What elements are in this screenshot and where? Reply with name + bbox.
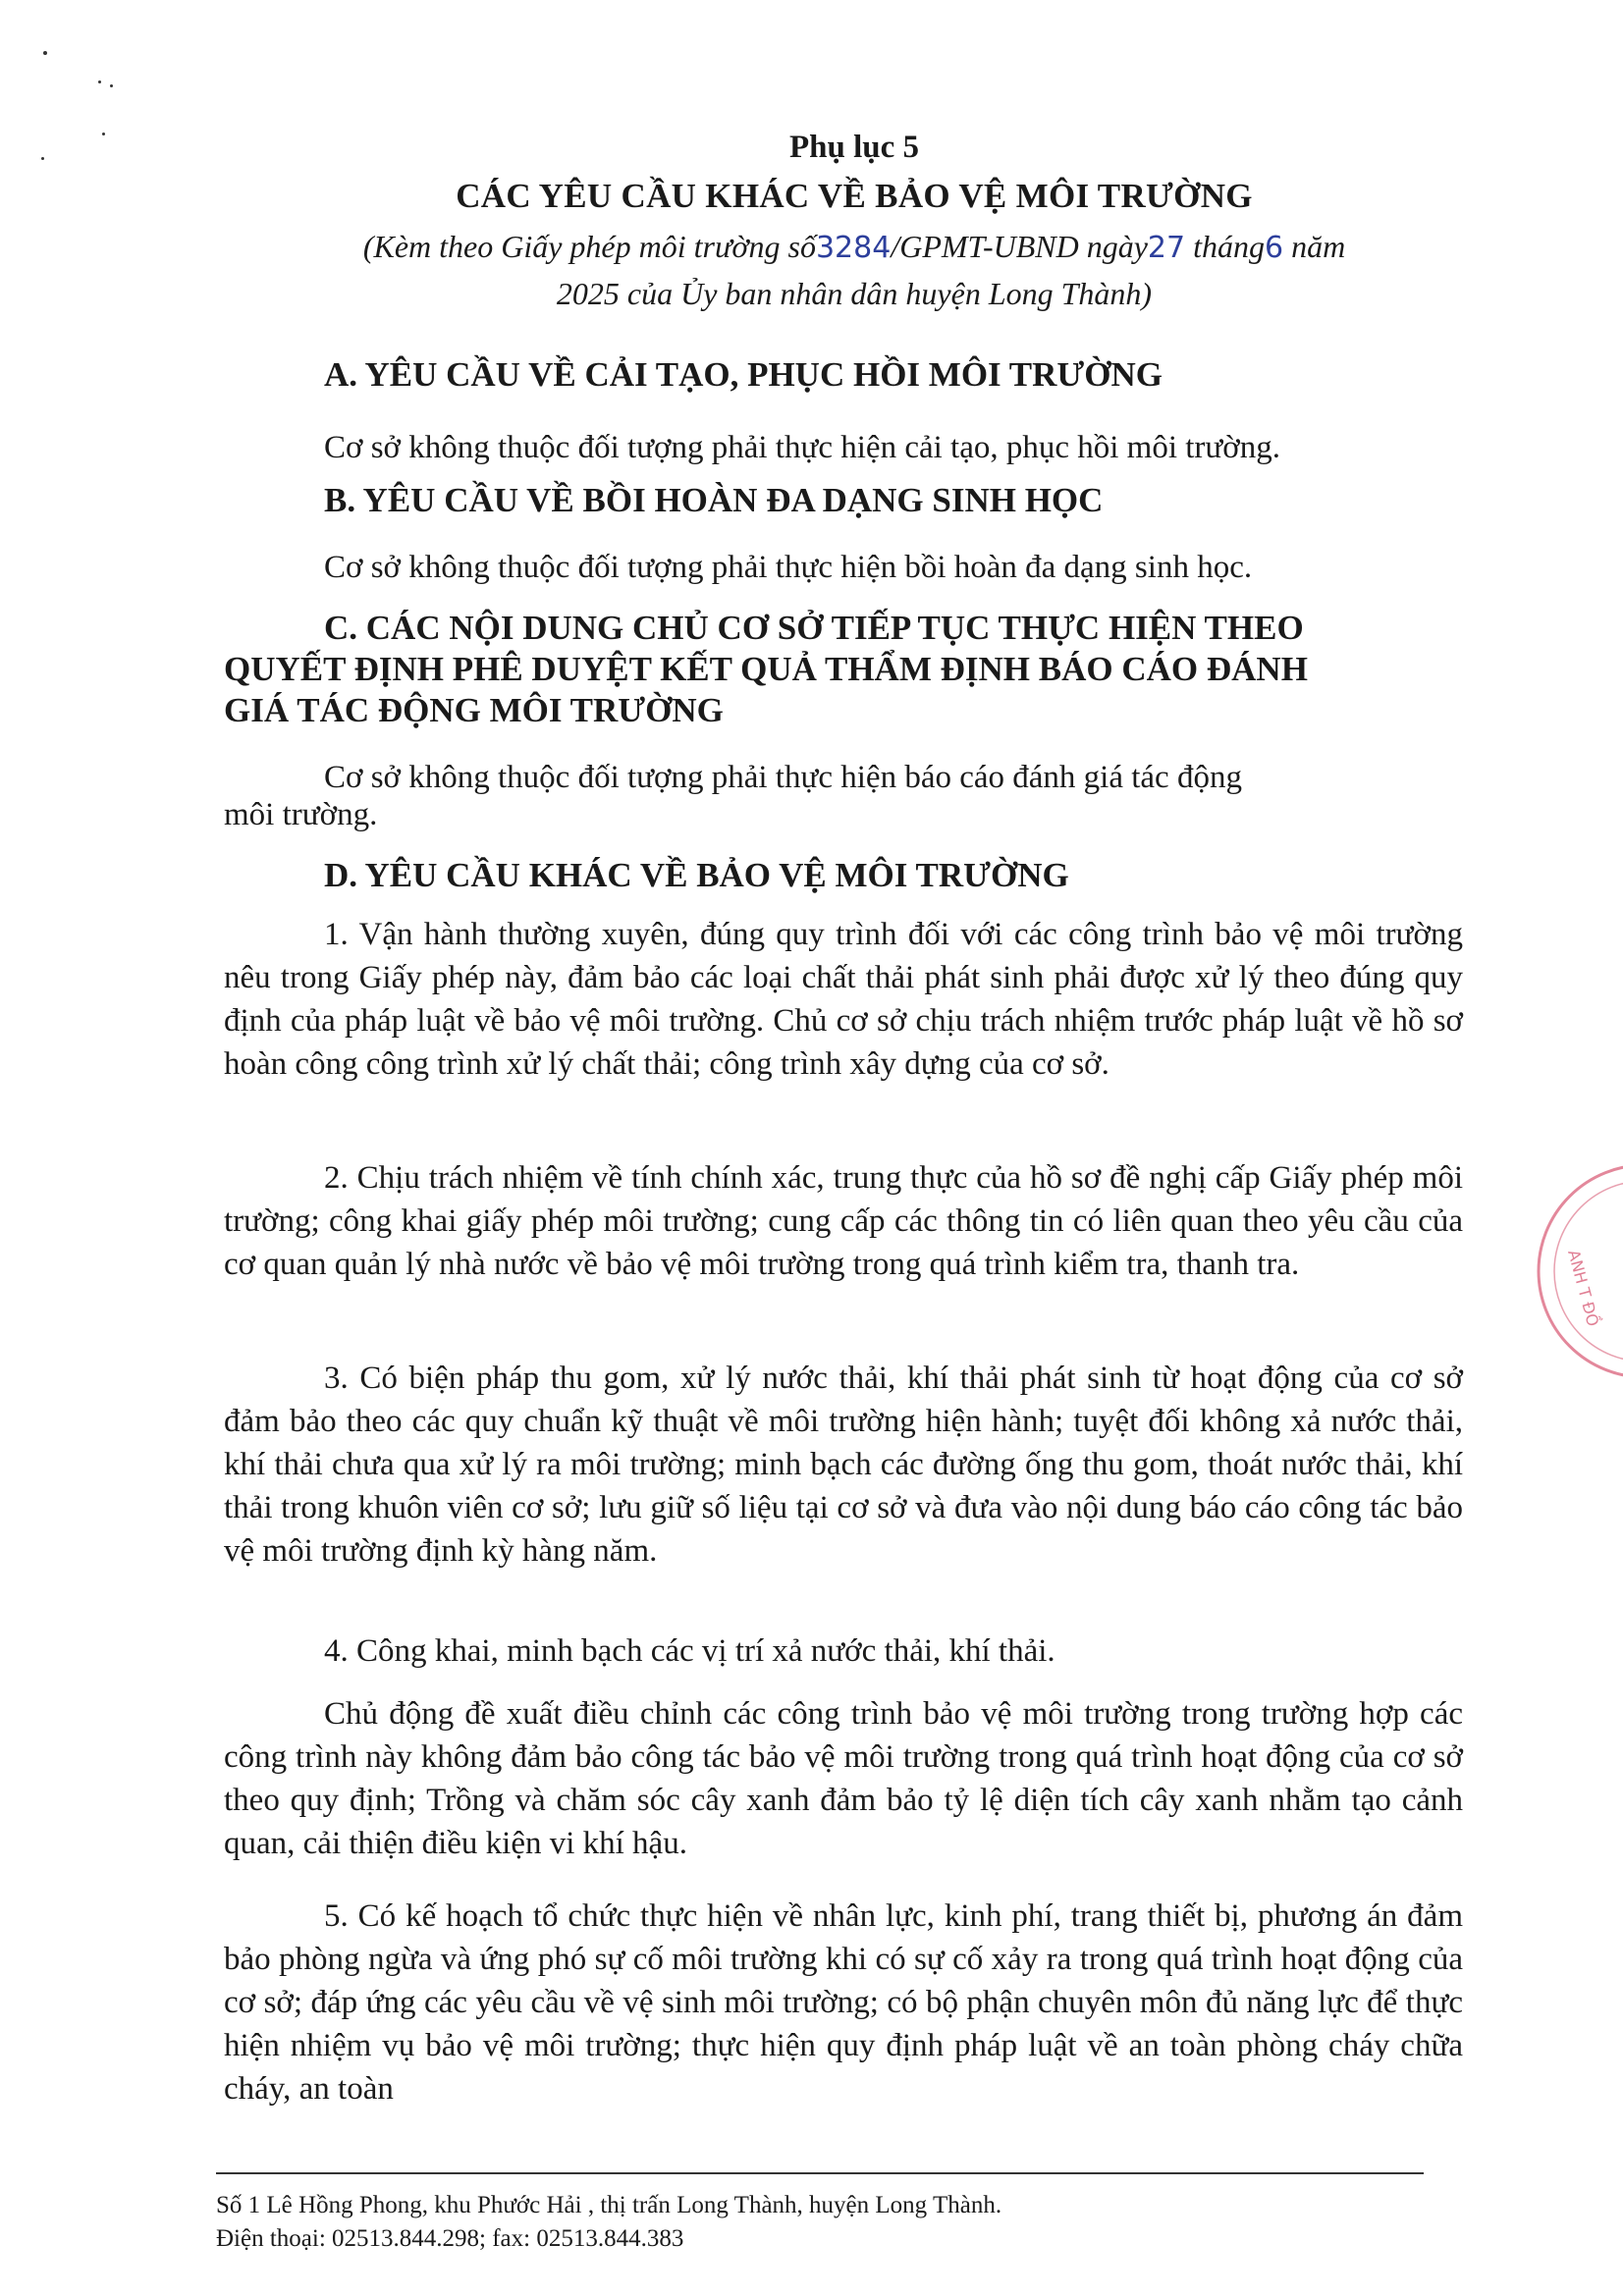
subtitle-mid1: /GPMT-UBND ngày: [891, 229, 1148, 264]
section-c-text-line1: Cơ sở không thuộc đối tượng phải thực hiện báo cáo đánh giá tác động: [324, 760, 1242, 795]
subtitle-mid2: tháng: [1185, 229, 1265, 264]
scan-speck: [102, 133, 105, 135]
item-5-paragraph: [224, 1895, 1463, 2110]
subtitle-line2: 2025 của Ủy ban nhân dân huyện Long Thành): [556, 276, 1153, 311]
section-c-heading-line3: GIÁ TÁC ĐỘNG MÔI TRƯỜNG: [224, 691, 724, 729]
official-seal-partial: [1527, 1153, 1623, 1389]
item-2-paragraph: [224, 1156, 1463, 1286]
item-4-continuation-paragraph: [224, 1692, 1463, 1865]
section-b-heading: B. YÊU CẦU VỀ BỒI HOÀN ĐA DẠNG SINH HỌC: [324, 481, 1104, 519]
day-handwritten: 27: [1147, 231, 1186, 265]
permit-number-handwritten: 3284: [815, 231, 892, 265]
section-a-heading: A. YÊU CẦU VỀ CẢI TẠO, PHỤC HỒI MÔI TRƯỜNG: [324, 355, 1163, 394]
footer-divider: [216, 2172, 1424, 2174]
subtitle-prefix: (Kèm theo Giấy phép môi trường số: [362, 229, 816, 264]
item-3-text: 3. Có biện pháp thu gom, xử lý nước thải, khí thải phát sinh từ hoạt động của cơ sở đảm bảo theo các quy chuẩn kỹ thuật về môi trường hiện hành; tuyệt đối không xả nước thải, khí thải chưa qua xử lý ra môi trường; minh bạch các đường ống thu gom, thoát nước thải, khí thải trong khuôn viên cơ sở; lưu giữ số liệu tại cơ sở và đưa vào nội dung báo cáo công tác bảo vệ môi trường định kỳ hàng năm.: [224, 1361, 1463, 1569]
item-4-continuation-text: Chủ động đề xuất điều chỉnh các công trình bảo vệ môi trường trong trường hợp các công trình này không đảm bảo công tác bảo vệ môi trường trong quá trình hoạt động của cơ sở theo quy định; Trồng và chăm sóc cây xanh đảm bảo tỷ lệ diện tích cây xanh nhằm tạo cảnh quan, cải thiện điều kiện vi khí hậu.: [224, 1696, 1463, 1861]
footer-address: Số 1 Lê Hồng Phong, khu Phước Hải , thị trấn Long Thành, huyện Long Thành.: [216, 2192, 1002, 2218]
item-3-paragraph: [224, 1357, 1463, 1573]
item-5-text: 5. Có kế hoạch tổ chức thực hiện về nhân lực, kinh phí, trang thiết bị, phương án đảm bảo phòng ngừa và ứng phó sự cố môi trường khi có sự cố xảy ra trong quá trình hoạt động của cơ sở; đáp ứng các yêu cầu về vệ sinh môi trường; có bộ phận chuyên môn đủ năng lực để thực hiện nhiệm vụ bảo vệ môi trường; thực hiện quy định pháp luật về an toàn phòng cháy chữa cháy, an toàn: [224, 1898, 1463, 2107]
page-subtitle: [216, 224, 1492, 316]
section-b-text: Cơ sở không thuộc đối tượng phải thực hiện bồi hoàn đa dạng sinh học.: [324, 550, 1253, 585]
scan-speck: [110, 84, 113, 87]
page-title: CÁC YÊU CẦU KHÁC VỀ BẢO VỆ MÔI TRƯỜNG: [456, 177, 1253, 215]
item-2-text: 2. Chịu trách nhiệm về tính chính xác, trung thực của hồ sơ đề nghị cấp Giấy phép môi trường; công khai giấy phép môi trường; cung cấp các thông tin có liên quan theo yêu cầu của cơ quan quản lý nhà nước về bảo vệ môi trường trong quá trình kiểm tra, thanh tra.: [224, 1160, 1463, 1282]
appendix-label: Phụ lục 5: [788, 130, 920, 165]
section-a-text: Cơ sở không thuộc đối tượng phải thực hiện cải tạo, phục hồi môi trường.: [324, 430, 1280, 465]
section-c-heading-line2: QUYẾT ĐỊNH PHÊ DUYỆT KẾT QUẢ THẨM ĐỊNH BÁO CÁO ĐÁNH: [224, 650, 1308, 688]
item-4-text: 4. Công khai, minh bạch các vị trí xả nước thải, khí thải.: [324, 1633, 1055, 1669]
seal-text: ANH T ĐỒ: [1564, 1248, 1603, 1329]
subtitle-mid3: năm: [1283, 229, 1346, 264]
month-handwritten: 6: [1264, 231, 1284, 265]
section-d-heading: D. YÊU CẦU KHÁC VỀ BẢO VỆ MÔI TRƯỜNG: [324, 856, 1069, 894]
section-c-text-line2: môi trường.: [224, 797, 378, 832]
item-1-paragraph: [224, 913, 1463, 1086]
footer-phone: Điện thoại: 02513.844.298; fax: 02513.844.383: [216, 2225, 684, 2252]
scan-speck: [43, 51, 47, 55]
item-4-paragraph: [224, 1629, 1463, 1673]
section-c-heading-line1: C. CÁC NỘI DUNG CHỦ CƠ SỞ TIẾP TỤC THỰC HIỆN THEO: [324, 609, 1304, 647]
scan-speck: [41, 157, 44, 160]
item-1-text: 1. Vận hành thường xuyên, đúng quy trình đối với các công trình bảo vệ môi trường nêu trong Giấy phép này, đảm bảo các loại chất thải phát sinh phải được xử lý theo đúng quy định của pháp luật về bảo vệ môi trường. Chủ cơ sở chịu trách nhiệm trước pháp luật về hồ sơ hoàn công công trình xử lý chất thải; công trình xây dựng của cơ sở.: [224, 917, 1463, 1082]
scan-speck: [98, 80, 101, 83]
